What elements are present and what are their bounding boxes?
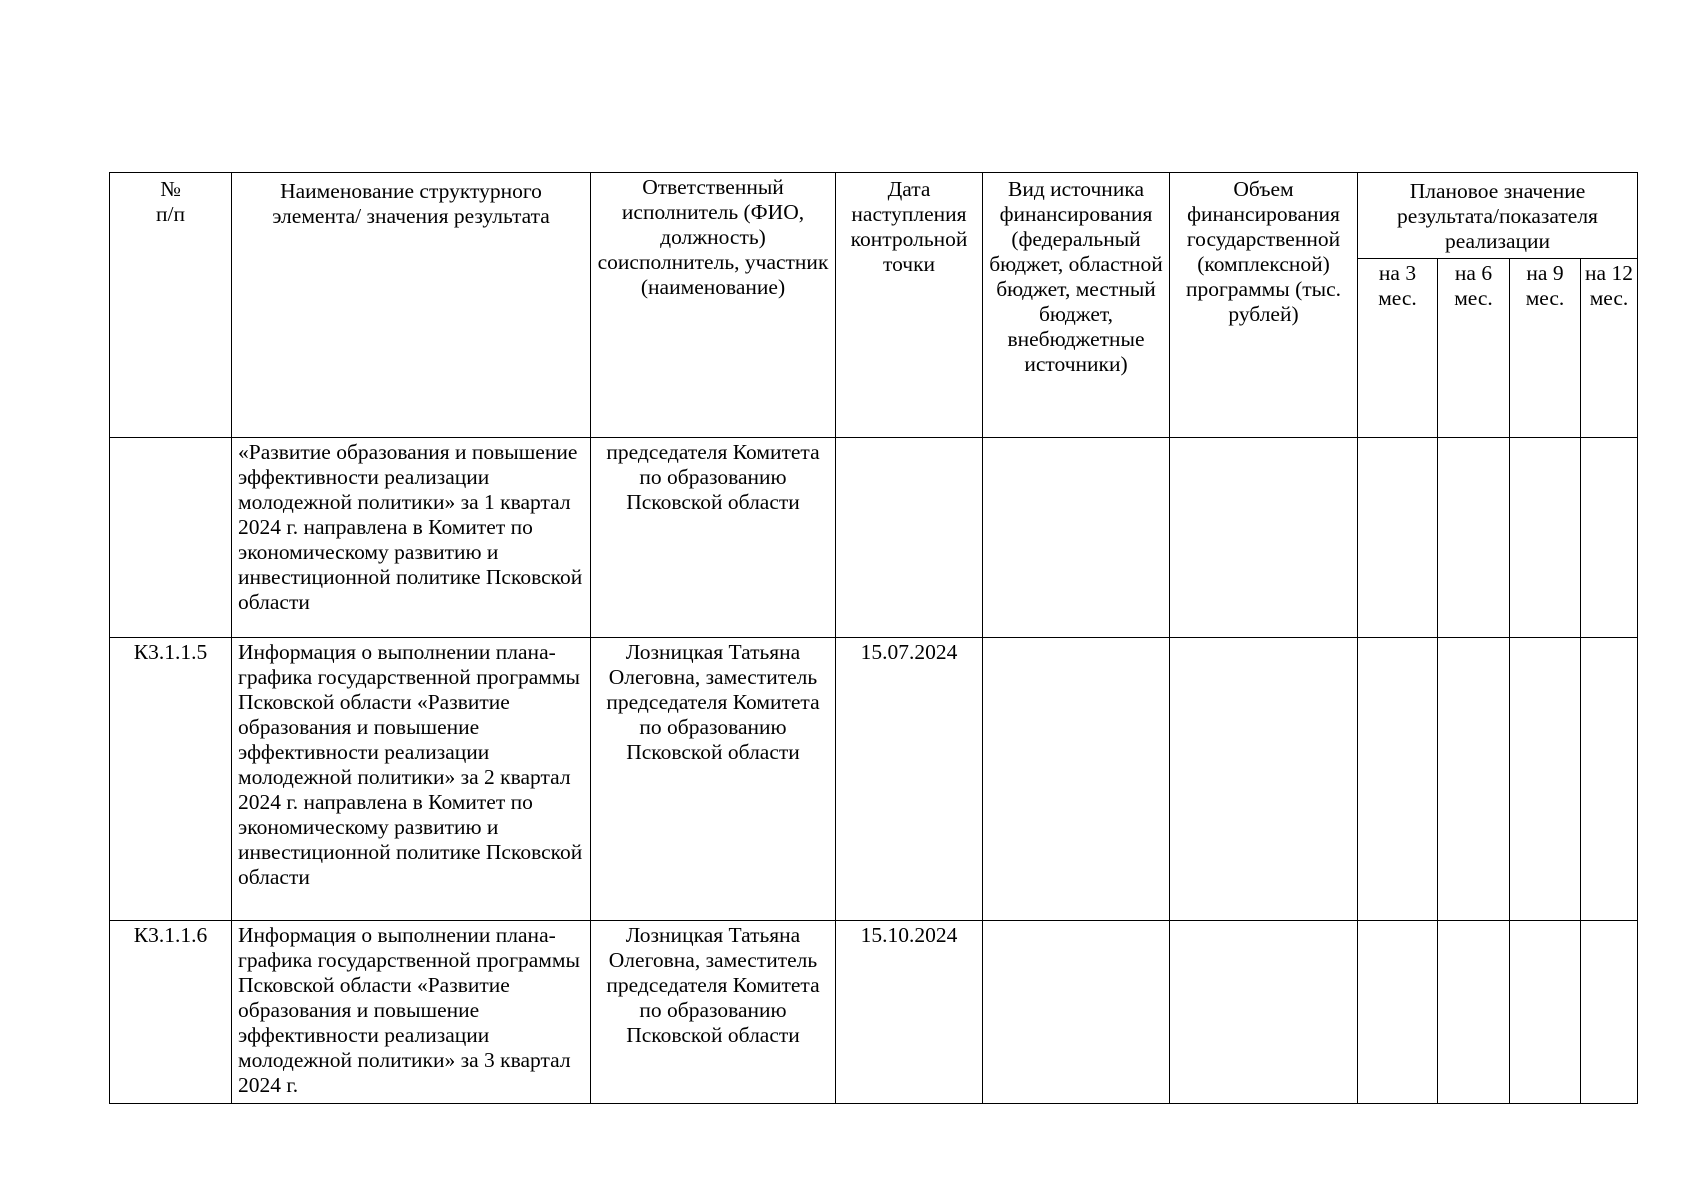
header-date: Дата наступления контрольной точки	[836, 173, 983, 438]
header-plan: Плановое значение результата/показателя реализации	[1358, 173, 1638, 259]
row-m3	[1358, 438, 1438, 638]
row-source	[983, 438, 1170, 638]
row-volume	[1170, 438, 1358, 638]
row-m3	[1358, 638, 1438, 921]
row-num	[110, 438, 232, 638]
header-volume: Объем финансирования государственной (комплексной) программы (тыс. рублей)	[1170, 173, 1358, 438]
plan-table	[109, 172, 1638, 1104]
header-name: Наименование структурного элемента/ значения результата	[232, 173, 591, 438]
row-volume	[1170, 921, 1358, 1104]
row-name: Информация о выполнении плана-графика государственной программы Псковской области «Развитие образования и повышение эффективности реализации молодежной политики» за 3 квартал 2024 г.	[232, 921, 591, 1104]
header-num: № п/п	[110, 173, 232, 438]
row-m6	[1438, 638, 1510, 921]
row-m6	[1438, 438, 1510, 638]
row-source	[983, 921, 1170, 1104]
row-num: К3.1.1.6	[110, 921, 232, 1104]
row-date: 15.07.2024	[836, 638, 983, 921]
table-row	[110, 638, 1638, 921]
row-source	[983, 638, 1170, 921]
row-name: Информация о выполнении плана-графика государственной программы Псковской области «Развитие образования и повышение эффективности реализации молодежной политики» за 2 квартал 2024 г. направлена в Комитет по экономическому развитию и инвестиционной политике Псковской области	[232, 638, 591, 921]
row-volume	[1170, 638, 1358, 921]
table-row	[110, 921, 1638, 1104]
header-executor: Ответственный исполнитель (ФИО, должность) соисполнитель, участник (наименование)	[591, 173, 836, 438]
row-date: 15.10.2024	[836, 921, 983, 1104]
row-executor: Лозницкая Татьяна Олеговна, заместитель председателя Комитета по образованию Псковской области	[591, 638, 836, 921]
header-m6: на 6 мес.	[1438, 259, 1510, 438]
row-m9	[1510, 438, 1581, 638]
row-m6	[1438, 921, 1510, 1104]
row-m12	[1581, 921, 1638, 1104]
row-executor: Лозницкая Татьяна Олеговна, заместитель председателя Комитета по образованию Псковской области	[591, 921, 836, 1104]
row-date	[836, 438, 983, 638]
row-m9	[1510, 638, 1581, 921]
row-m9	[1510, 921, 1581, 1104]
header-row	[110, 173, 1638, 259]
row-name: «Развитие образования и повышение эффективности реализации молодежной политики» за 1 квартал 2024 г. направлена в Комитет по экономическому развитию и инвестиционной политике Псковской области	[232, 438, 591, 638]
row-executor: председателя Комитета по образованию Псковской области	[591, 438, 836, 638]
header-source: Вид источника финансирования (федеральный бюджет, областной бюджет, местный бюджет, внебюджетные источники)	[983, 173, 1170, 438]
header-m12: на 12 мес.	[1581, 259, 1638, 438]
header-m9: на 9 мес.	[1510, 259, 1581, 438]
table-row	[110, 438, 1638, 638]
row-m3	[1358, 921, 1438, 1104]
row-m12	[1581, 638, 1638, 921]
row-num: К3.1.1.5	[110, 638, 232, 921]
header-m3: на 3 мес.	[1358, 259, 1438, 438]
row-m12	[1581, 438, 1638, 638]
